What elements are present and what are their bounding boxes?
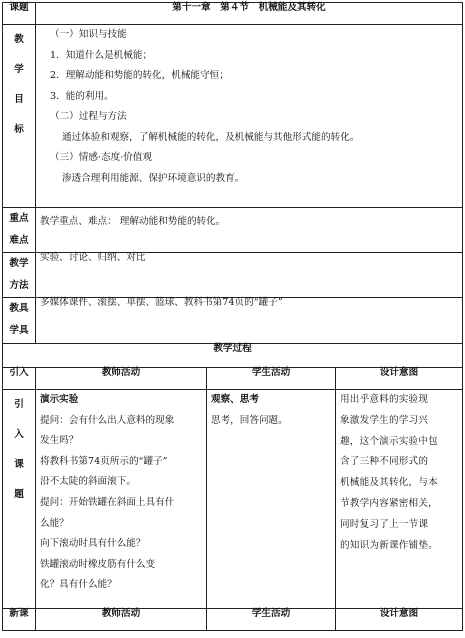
teacher-line: 沿不太陡的斜面滚下。 bbox=[40, 476, 136, 488]
teacher-line: 么能？ bbox=[40, 517, 69, 529]
header-row bbox=[3, 3, 463, 25]
objective-line: 1．知道什么是机械能； bbox=[50, 49, 153, 61]
design-line: 用出乎意料的实验现 bbox=[340, 394, 429, 405]
design-line: 节教学内容紧密相关， bbox=[340, 497, 438, 509]
objective-line: （一）知识与技能 bbox=[50, 29, 127, 40]
tools-row bbox=[3, 298, 463, 344]
lesson-plan-table bbox=[2, 2, 463, 631]
objective-line: （二）过程与方法 bbox=[50, 111, 127, 122]
methods-label: 教学 方法 bbox=[3, 253, 36, 298]
objective-line: 渗透合理利用能源、保护环境意识的教育。 bbox=[62, 172, 245, 184]
objective-line: 通过体验和观察，了解机械能的转化，及机械能与其他形式能的转化。 bbox=[62, 131, 360, 143]
teacher-line: 化？具有什么能？ bbox=[40, 579, 117, 591]
methods-content: 实验、讨论、归纳、对比 bbox=[36, 253, 463, 298]
design-line: 象激发学生的学习兴 bbox=[340, 414, 429, 426]
objectives-content bbox=[36, 25, 463, 208]
tools-content: 多媒体课件、滚摆、单摆、篮球、教科书第74页的“罐子” bbox=[36, 298, 463, 344]
student-line: 观察、思考 bbox=[211, 394, 259, 405]
tools-label: 教具 学具 bbox=[3, 298, 36, 344]
design-line: 机械能及其转化，与本 bbox=[340, 477, 438, 489]
key-points-label: 重点 难点 bbox=[3, 208, 36, 253]
column-design-2: 设计意图 bbox=[336, 609, 463, 631]
key-points-content: 教学重点、难点： 理解动能和势能的转化。 bbox=[36, 208, 463, 253]
teacher-line: 提问：会有什么出人意料的现象 bbox=[40, 414, 175, 426]
objective-line: （三）情感·态度·价值观 bbox=[50, 152, 153, 163]
teacher-line: 铁罐滚动时橡皮筋有什么变 bbox=[40, 558, 156, 570]
column-teacher-2: 教师活动 bbox=[36, 609, 207, 631]
teacher-line: 发生吗？ bbox=[40, 435, 79, 447]
design-line: 趣，这个演示实验中包 bbox=[340, 435, 438, 447]
topic-label: 课题 bbox=[3, 3, 36, 25]
column-teacher: 教师活动 bbox=[36, 368, 207, 390]
intro-row bbox=[3, 390, 463, 609]
intro-stage-label: 引 入 课 题 bbox=[3, 390, 36, 609]
lesson-title: 第十一章 第４节 机械能及其转化 bbox=[36, 3, 463, 25]
objective-line: 2．理解动能和势能的转化，机械能守恒； bbox=[50, 70, 229, 81]
column-new-lesson: 新课 bbox=[3, 609, 36, 631]
design-line: 含了三种不同形式的 bbox=[340, 456, 429, 468]
process-title: 教学过程 bbox=[3, 344, 463, 368]
student-activity bbox=[207, 390, 336, 609]
teacher-line: 向下滚动时具有什么能？ bbox=[40, 538, 146, 550]
process-title-row bbox=[3, 344, 463, 368]
new-lesson-columns-row bbox=[3, 609, 463, 631]
teacher-line: 演示实验 bbox=[40, 394, 79, 405]
teacher-line: 提问：开始铁罐在斜面上具有什 bbox=[40, 496, 175, 508]
objectives-row bbox=[3, 25, 463, 208]
methods-row bbox=[3, 253, 463, 298]
student-line: 思考，回答问题。 bbox=[211, 414, 288, 426]
design-line: 的知识为新课作铺垫。 bbox=[340, 539, 438, 551]
column-student: 学生活动 bbox=[207, 368, 336, 390]
key-points-row bbox=[3, 208, 463, 253]
teacher-line: 将教科书第74页所示的“罐子” bbox=[40, 455, 168, 467]
design-intent bbox=[336, 390, 463, 609]
column-stage: 引入 bbox=[3, 368, 36, 390]
design-line: 同时复习了上一节课 bbox=[340, 518, 429, 530]
process-columns-row bbox=[3, 368, 463, 390]
objective-line: 3．能的利用。 bbox=[50, 90, 114, 102]
objectives-label: 教 学 目 标 bbox=[3, 25, 36, 208]
column-student-2: 学生活动 bbox=[207, 609, 336, 631]
column-design: 设计意图 bbox=[336, 368, 463, 390]
teacher-activity bbox=[36, 390, 207, 609]
